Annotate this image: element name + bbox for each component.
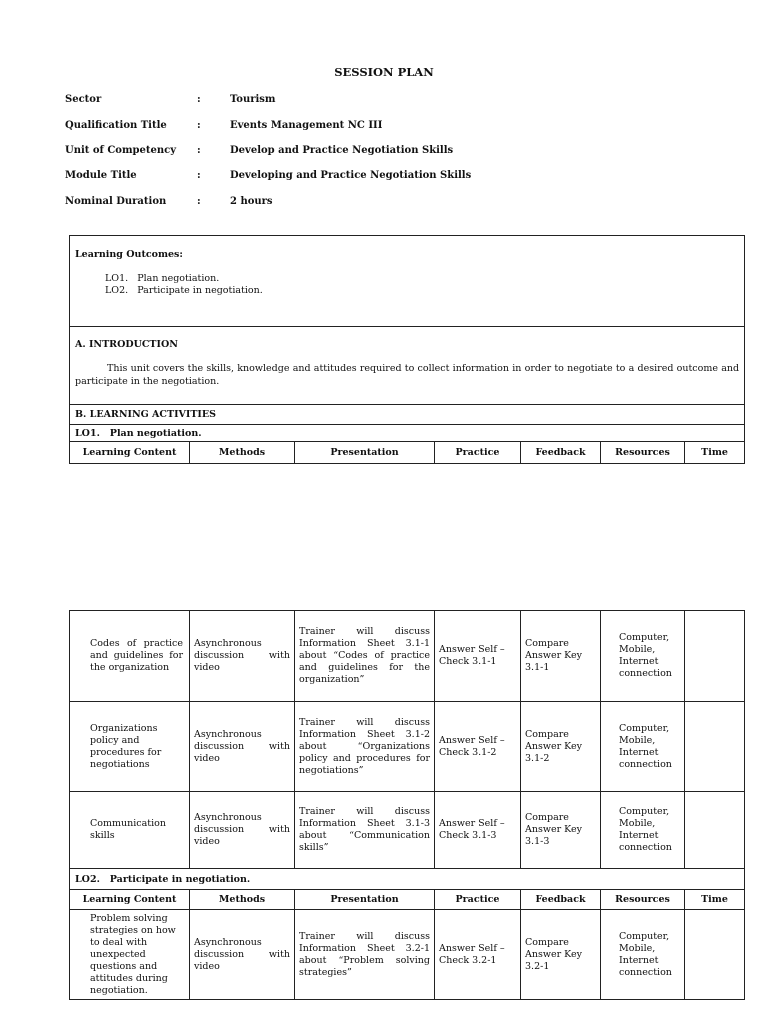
presentation-cell: Trainer will discuss Information Sheet 3.2-1 about “Problem solving strategies” — [295, 910, 435, 1000]
nominal-duration-value: 2 hours — [230, 196, 273, 207]
learning-outcome-item: LO1. Plan negotiation. — [105, 273, 220, 284]
methods-cell: Asynchronous discussion with video — [190, 792, 295, 869]
module-title-colon: : — [197, 170, 201, 181]
learning-outcome-item: LO2. Participate in negotiation. — [105, 285, 263, 296]
feedback-cell: Compare Answer Key 3.1-2 — [521, 702, 601, 792]
learning-content-cell: Codes of practice and guidelines for the organization — [70, 611, 190, 702]
introduction-text: This unit covers the skills, knowledge and attitudes required to collect information in order to negotiate to a desired outcome and participate in the negotiation. — [75, 363, 740, 387]
qualification-title-value: Events Management NC III — [230, 120, 383, 131]
presentation-cell: Trainer will discuss Information Sheet 3.1-1 about “Codes of practice and guidelines for the organization” — [295, 611, 435, 702]
column-header-resources: Resources — [601, 442, 685, 464]
presentation-cell: Trainer will discuss Information Sheet 3.1-2 about “Organizations policy and procedures for negotiations” — [295, 702, 435, 792]
practice-cell: Answer Self – Check 3.1-3 — [435, 792, 521, 869]
column-header-learning-content: Learning Content — [70, 890, 190, 910]
column-header-time: Time — [685, 442, 745, 464]
qualification-title-colon: : — [197, 120, 201, 131]
nominal-duration-colon: : — [197, 196, 201, 207]
session-plan-table-top — [69, 235, 745, 464]
lo2-heading: LO2. Participate in negotiation. — [70, 869, 745, 890]
practice-cell: Answer Self – Check 3.1-2 — [435, 702, 521, 792]
qualification-title-label: Qualification Title — [65, 120, 167, 131]
time-cell — [685, 792, 745, 869]
learning-content-cell: Organizations policy and procedures for negotiations — [70, 702, 190, 792]
time-cell — [685, 611, 745, 702]
column-header-learning-content: Learning Content — [70, 442, 190, 464]
resources-cell: Computer, Mobile, Internet connection — [601, 702, 685, 792]
column-header-time: Time — [685, 890, 745, 910]
table-row — [70, 702, 745, 792]
presentation-cell: Trainer will discuss Information Sheet 3.1-3 about “Communication skills” — [295, 792, 435, 869]
methods-cell: Asynchronous discussion with video — [190, 910, 295, 1000]
resources-cell: Computer, Mobile, Internet connection — [601, 792, 685, 869]
feedback-cell: Compare Answer Key 3.1-1 — [521, 611, 601, 702]
practice-cell: Answer Self – Check 3.1-1 — [435, 611, 521, 702]
resources-cell: Computer, Mobile, Internet connection — [601, 910, 685, 1000]
session-plan-table-bottom — [69, 610, 745, 1000]
learning-activities-heading: B. LEARNING ACTIVITIES — [70, 405, 745, 425]
feedback-cell: Compare Answer Key 3.2-1 — [521, 910, 601, 1000]
learning-outcomes-cell — [70, 236, 745, 327]
methods-cell: Asynchronous discussion with video — [190, 702, 295, 792]
column-header-feedback: Feedback — [521, 442, 601, 464]
unit-of-competency-colon: : — [197, 145, 201, 156]
sector-value: Tourism — [230, 94, 276, 105]
column-header-resources: Resources — [601, 890, 685, 910]
table-row — [70, 792, 745, 869]
time-cell — [685, 702, 745, 792]
module-title-value: Developing and Practice Negotiation Skills — [230, 170, 472, 181]
column-header-methods: Methods — [190, 442, 295, 464]
document-title: SESSION PLAN — [334, 65, 434, 79]
column-header-practice: Practice — [435, 890, 521, 910]
table-row — [70, 910, 745, 1000]
lo1-heading: LO1. Plan negotiation. — [70, 425, 745, 442]
unit-of-competency-label: Unit of Competency — [65, 145, 177, 156]
practice-cell: Answer Self – Check 3.2-1 — [435, 910, 521, 1000]
feedback-cell: Compare Answer Key 3.1-3 — [521, 792, 601, 869]
methods-cell: Asynchronous discussion with video — [190, 611, 295, 702]
column-header-practice: Practice — [435, 442, 521, 464]
introduction-heading: A. INTRODUCTION — [75, 339, 178, 350]
introduction-cell — [70, 327, 745, 405]
sector-colon: : — [197, 94, 201, 105]
column-header-methods: Methods — [190, 890, 295, 910]
table-row — [70, 611, 745, 702]
learning-content-cell: Communication skills — [70, 792, 190, 869]
column-header-presentation: Presentation — [295, 890, 435, 910]
module-title-label: Module Title — [65, 170, 137, 181]
column-header-presentation: Presentation — [295, 442, 435, 464]
learning-content-cell: Problem solving strategies on how to deal with unexpected questions and attitudes during negotiation. — [70, 910, 190, 1000]
learning-outcomes-heading: Learning Outcomes: — [75, 249, 183, 260]
time-cell — [685, 910, 745, 1000]
sector-label: Sector — [65, 94, 102, 105]
column-header-feedback: Feedback — [521, 890, 601, 910]
unit-of-competency-value: Develop and Practice Negotiation Skills — [230, 145, 454, 156]
resources-cell: Computer, Mobile, Internet connection — [601, 611, 685, 702]
nominal-duration-label: Nominal Duration — [65, 196, 167, 207]
